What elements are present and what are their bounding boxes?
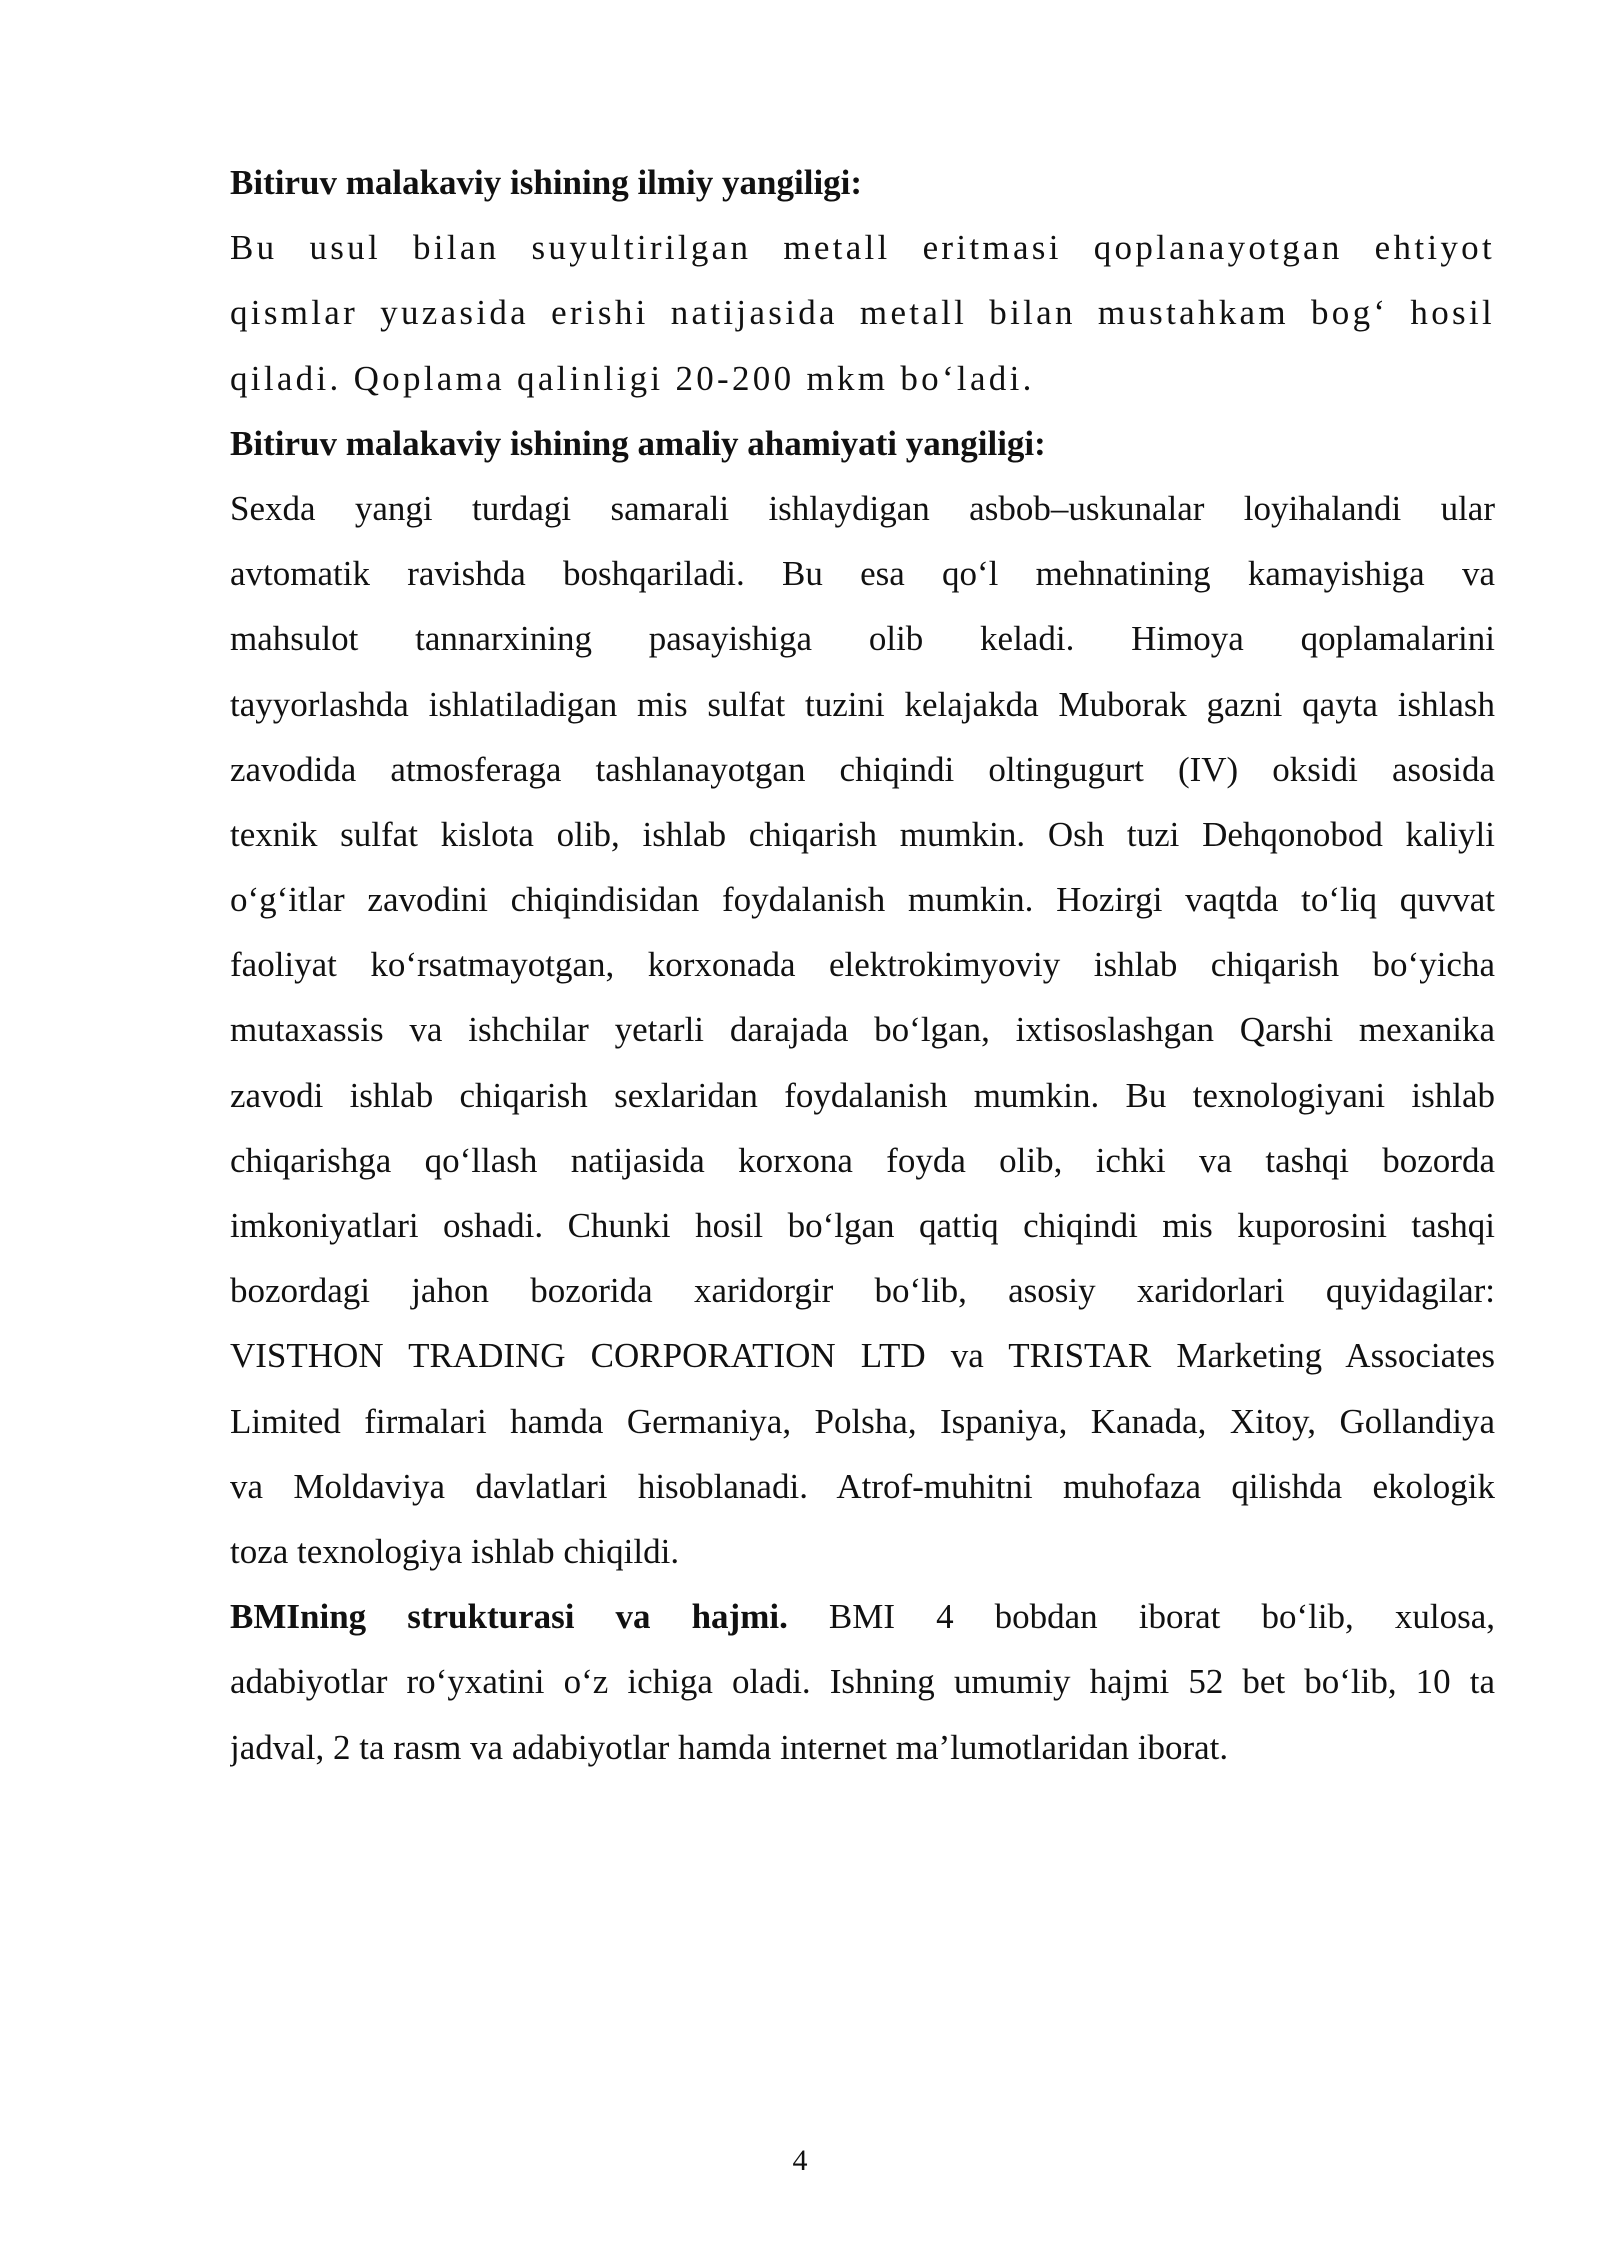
paragraph-line: Bu usul bilan suyultirilgan metall eritmasi qoplanayotgan ehtiyot: [230, 228, 1495, 268]
paragraph-line: bozordagi jahon bozorida xaridorgir bo‘lib, asosiy xaridorlari quyidagilar:: [230, 1271, 1495, 1311]
document-page: [230, 150, 1495, 1780]
paragraph-line: avtomatik ravishda boshqariladi. Bu esa qo‘l mehnatining kamayishiga va: [230, 554, 1495, 594]
paragraph-line: toza texnologiya ishlab chiqildi.: [230, 1531, 680, 1571]
paragraph-line: adabiyotlar ro‘yxatini o‘z ichiga oladi. Ishning umumiy hajmi 52 bet bo‘lib, 10 ta: [230, 1662, 1495, 1702]
paragraph-line: o‘g‘itlar zavodini chiqindisidan foydalanish mumkin. Hozirgi vaqtda to‘liq quvvat: [230, 880, 1495, 920]
paragraph-line: VISTHON TRADING CORPORATION LTD va TRISTAR Marketing Associates: [230, 1336, 1495, 1376]
paragraph-line: texnik sulfat kislota olib, ishlab chiqarish mumkin. Osh tuzi Dehqonobod kaliyli: [230, 814, 1495, 854]
paragraph-line: faoliyat ko‘rsatmayotgan, korxonada elektrokimyoviy ishlab chiqarish bo‘yicha: [230, 945, 1495, 985]
paragraph-line: mahsulot tannarxining pasayishiga olib keladi. Himoya qoplamalarini: [230, 619, 1495, 659]
paragraph-line: qismlar yuzasida erishi natijasida metall bilan mustahkam bog‘ hosil: [230, 293, 1495, 333]
paragraph-line: chiqarishga qo‘llash natijasida korxona foyda olib, ichki va tashqi bozorda: [230, 1140, 1495, 1180]
section-heading-structure: BMIning strukturasi va hajmi.: [230, 1597, 788, 1637]
structure-first-line: [230, 1584, 1495, 1649]
paragraph-line: zavodi ishlab chiqarish sexlaridan foydalanish mumkin. Bu texnologiyani ishlab: [230, 1075, 1495, 1115]
page-number: 4: [792, 2144, 808, 2177]
paragraph-line: qiladi. Qoplama qalinligi 20-200 mkm bo‘ladi.: [230, 358, 1035, 398]
paragraph-line: Limited firmalari hamda Germaniya, Polsha, Ispaniya, Kanada, Xitoy, Gollandiya: [230, 1401, 1495, 1441]
paragraph-line: zavodida atmosferaga tashlanayotgan chiqindi oltingugurt (IV) oksidi asosida: [230, 749, 1495, 789]
paragraph-line: imkoniyatlari oshadi. Chunki hosil bo‘lgan qattiq chiqindi mis kuporosini tashqi: [230, 1206, 1495, 1245]
paragraph-line: va Moldaviya davlatlari hisoblanadi. Atrof-muhitni muhofaza qilishda ekologik: [230, 1466, 1495, 1506]
section-heading-scientific-novelty: Bitiruv malakaviy ishining ilmiy yangiligi:: [230, 163, 863, 202]
paragraph-line: jadval, 2 ta rasm va adabiyotlar hamda internet ma’lumotlaridan iborat.: [230, 1727, 1229, 1767]
paragraph-line: tayyorlashda ishlatiladigan mis sulfat tuzini kelajakda Muborak gazni qayta ishlash: [230, 684, 1495, 724]
section-heading-practical-significance: Bitiruv malakaviy ishining amaliy ahamiyati yangiligi:: [230, 423, 1046, 463]
paragraph-line: Sexda yangi turdagi samarali ishlaydigan asbob–uskunalar loyihalandi ular: [230, 488, 1495, 528]
structure-first-line-text: BMI 4 bobdan iborat bo‘lib, xulosa,: [787, 1597, 1495, 1637]
paragraph-line: mutaxassis va ishchilar yetarli darajada bo‘lgan, ixtisoslashgan Qarshi mexanika: [230, 1010, 1495, 1050]
